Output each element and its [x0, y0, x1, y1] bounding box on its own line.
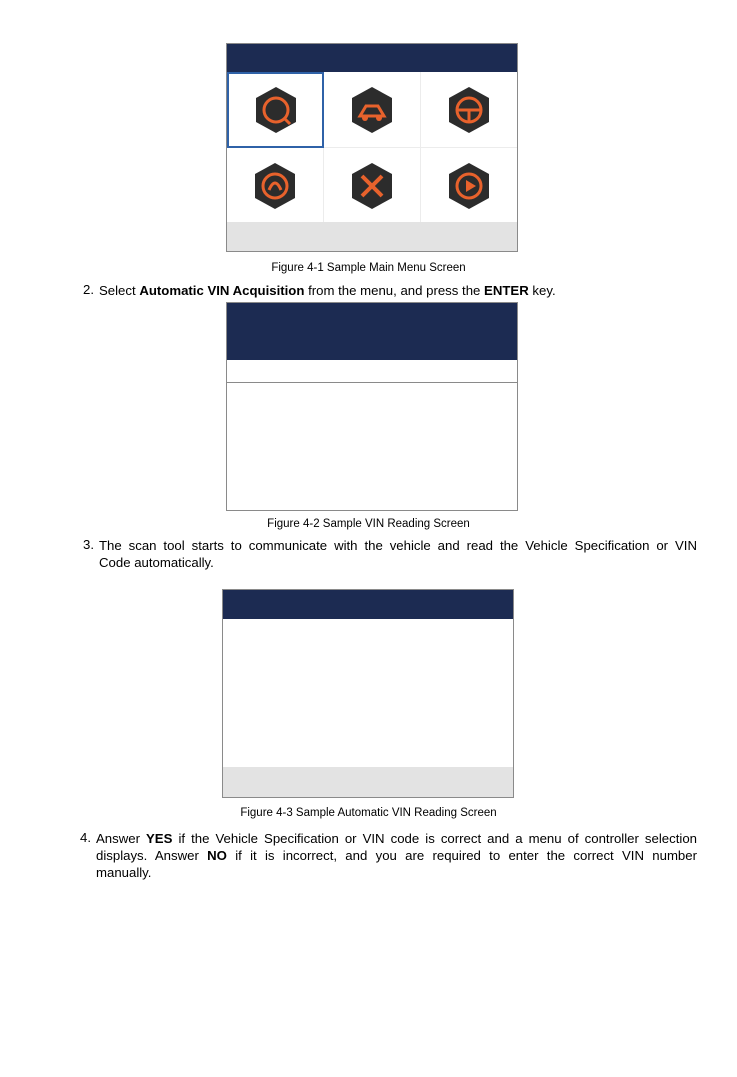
- service-icon: [253, 162, 297, 210]
- screen-header: [227, 303, 517, 360]
- diagnosis-icon: [447, 86, 491, 134]
- figure-caption: Figure 4-3 Sample Automatic VIN Reading Screen: [240, 807, 497, 819]
- screen-footer: [223, 767, 513, 797]
- screen-header: [227, 44, 517, 72]
- vin-acquisition-icon: [254, 86, 298, 134]
- menu-tile-vin[interactable]: [227, 72, 324, 148]
- step-number: 4.: [80, 830, 91, 845]
- menu-tile-autoscan[interactable]: [324, 72, 421, 148]
- menu-tile-diagnosis[interactable]: [421, 72, 518, 148]
- step-number: 2.: [83, 282, 94, 297]
- data-playback-icon: [447, 162, 491, 210]
- step-number: 3.: [83, 537, 94, 552]
- step-3-line1: The scan tool starts to communicate with the vehicle and read the Vehicle Specification or VIN: [99, 538, 697, 553]
- auto-vin-reading-screen: [222, 589, 514, 798]
- main-menu-screen: [226, 43, 518, 252]
- auto-scan-icon: [350, 86, 394, 134]
- menu-tile-special[interactable]: [324, 148, 421, 224]
- menu-tile-service[interactable]: [227, 148, 324, 224]
- step-4-line1: Answer YES if the Vehicle Specification or VIN code is correct and a menu of controller selection: [96, 831, 697, 846]
- figure-caption: Figure 4-2 Sample VIN Reading Screen: [267, 518, 470, 530]
- special-functions-icon: [350, 162, 394, 210]
- vin-reading-screen: [226, 302, 518, 511]
- screen-row: [227, 360, 517, 383]
- menu-tile-playback[interactable]: [421, 148, 518, 224]
- step-3-line2: Code automatically.: [99, 555, 214, 570]
- screen-footer: [227, 222, 517, 251]
- step-4-line2: displays. Answer NO if it is incorrect, and you are required to enter the correct VIN number: [96, 848, 697, 863]
- step-2-text: Select Automatic VIN Acquisition from the menu, and press the ENTER key.: [99, 283, 556, 298]
- figure-caption: Figure 4-1 Sample Main Menu Screen: [271, 262, 466, 274]
- screen-header: [223, 590, 513, 619]
- step-4-line3: manually.: [96, 865, 152, 880]
